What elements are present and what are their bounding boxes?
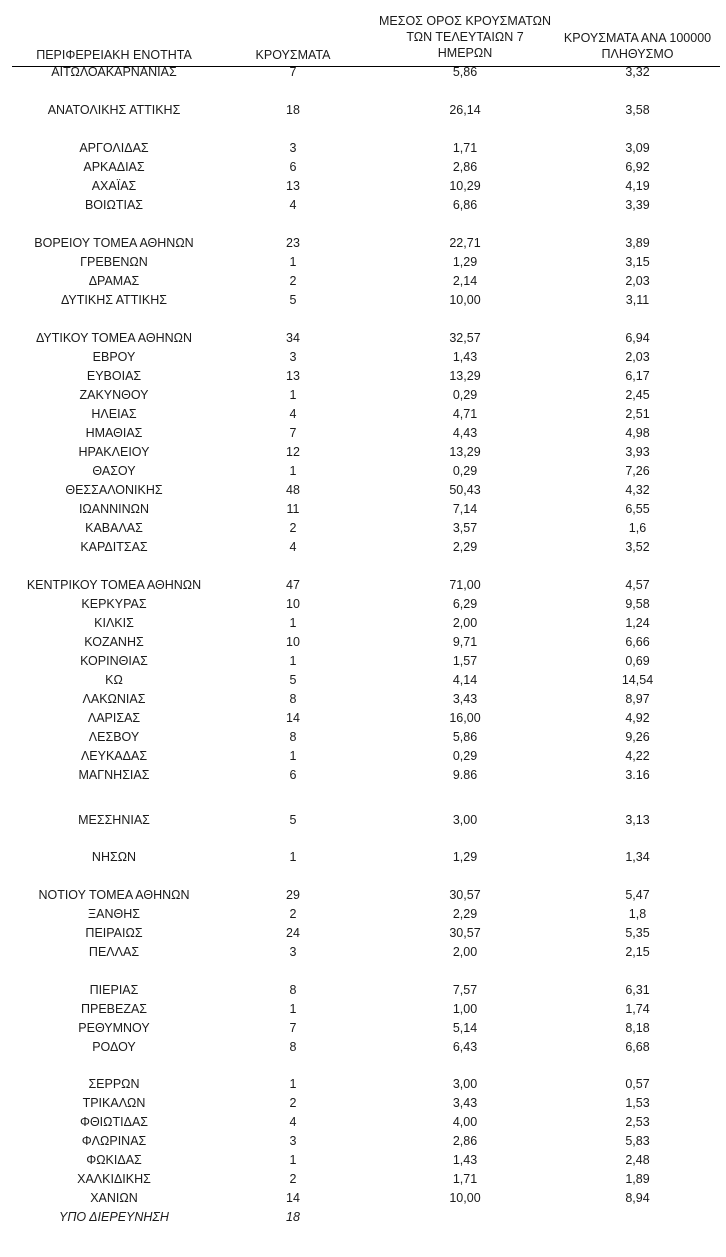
cases-cell: 4 — [289, 407, 297, 421]
average-cell: 2,29 — [452, 540, 478, 554]
region-cell: ΒΟΙΩΤΙΑΣ — [84, 198, 144, 212]
cases-cell: 4 — [289, 540, 297, 554]
cases-cell: 1 — [289, 749, 297, 763]
header-per100k-line2: ΠΛΗΘΥΣΜΟ — [601, 47, 674, 61]
table-row — [0, 811, 726, 830]
region-cell: ΠΙΕΡΙΑΣ — [89, 983, 139, 997]
region-cell: ΚΑΡΔΙΤΣΑΣ — [80, 540, 148, 554]
per100k-cell: 3,93 — [625, 445, 650, 459]
table-row — [0, 652, 726, 671]
region-cell: ΑΧΑΪΑΣ — [91, 179, 137, 193]
average-cell: 2,00 — [452, 616, 478, 630]
table-row — [0, 1019, 726, 1038]
region-cell: ΖΑΚΥΝΘΟΥ — [79, 388, 149, 402]
per100k-cell: 0,57 — [625, 1077, 650, 1091]
per100k-cell: 1,24 — [625, 616, 650, 630]
per100k-cell: 5,35 — [625, 926, 650, 940]
average-cell: 1,57 — [452, 654, 478, 668]
region-cell: ΕΥΒΟΙΑΣ — [86, 369, 142, 383]
average-cell: 4,43 — [452, 426, 478, 440]
region-cell: ΞΑΝΘΗΣ — [88, 907, 140, 921]
region-cell: ΧΑΛΚΙΔΙΚΗΣ — [77, 1172, 151, 1186]
table-row — [0, 709, 726, 728]
per100k-cell: 2,51 — [625, 407, 650, 421]
per100k-cell: 3,89 — [625, 236, 650, 250]
average-cell: 10,00 — [449, 1191, 481, 1205]
cases-cell: 14 — [286, 1191, 300, 1205]
average-cell: 26,14 — [449, 103, 481, 117]
table-row — [0, 1075, 726, 1094]
average-cell: 71,00 — [449, 578, 481, 592]
average-cell: 16,00 — [449, 711, 481, 725]
table-row — [0, 234, 726, 253]
table-row — [0, 462, 726, 481]
table-row — [0, 177, 726, 196]
average-cell: 3,43 — [452, 1096, 478, 1110]
per100k-cell: 9,58 — [625, 597, 650, 611]
cases-cell: 12 — [286, 445, 300, 459]
per100k-cell: 3,13 — [625, 813, 650, 827]
table-row — [0, 614, 726, 633]
average-cell: 50,43 — [449, 483, 481, 497]
table-row — [0, 443, 726, 462]
average-cell: 3,00 — [452, 1077, 478, 1091]
average-cell: 4,71 — [452, 407, 478, 421]
region-cell: ΛΕΥΚΑΔΑΣ — [80, 749, 148, 763]
per100k-cell: 3,11 — [625, 293, 650, 307]
per100k-cell: 4,19 — [625, 179, 650, 193]
table-row — [0, 367, 726, 386]
cases-cell: 1 — [289, 1153, 297, 1167]
cases-cell: 29 — [286, 888, 300, 902]
table-row — [0, 728, 726, 747]
region-cell: ΛΕΣΒΟΥ — [88, 730, 140, 744]
cases-cell: 3 — [289, 350, 297, 364]
header-per100k-line1: ΚΡΟΥΣΜΑΤΑ ΑΝΑ 100000 — [563, 31, 712, 45]
cases-cell: 10 — [286, 597, 300, 611]
table-row — [0, 1132, 726, 1151]
average-cell: 4,14 — [452, 673, 478, 687]
average-cell: 0,29 — [452, 749, 478, 763]
average-cell: 22,71 — [449, 236, 481, 250]
table-row — [0, 633, 726, 652]
region-cell: ΑΡΚΑΔΙΑΣ — [83, 160, 145, 174]
header-cases-label: ΚΡΟΥΣΜΑΤΑ — [255, 48, 331, 62]
cases-cell: 1 — [289, 850, 297, 864]
per100k-cell: 6,94 — [625, 331, 650, 345]
table-row — [0, 943, 726, 962]
average-cell: 4,00 — [452, 1115, 478, 1129]
per100k-cell: 3,09 — [625, 141, 650, 155]
region-cell: ΚΟΡΙΝΘΙΑΣ — [80, 654, 148, 668]
region-cell: ΗΡΑΚΛΕΙΟΥ — [78, 445, 150, 459]
table-row — [0, 671, 726, 690]
cases-cell: 2 — [289, 1172, 297, 1186]
region-cell: ΡΕΘΥΜΝΟΥ — [78, 1021, 150, 1035]
region-cell: ΘΑΣΟΥ — [92, 464, 136, 478]
region-cell: ΔΡΑΜΑΣ — [88, 274, 140, 288]
average-cell: 5,14 — [452, 1021, 478, 1035]
cases-cell: 4 — [289, 198, 297, 212]
per100k-cell: 0,69 — [625, 654, 650, 668]
average-cell: 13,29 — [449, 445, 481, 459]
average-cell: 1,00 — [452, 1002, 478, 1016]
per100k-cell: 6,31 — [625, 983, 650, 997]
cases-cell: 48 — [286, 483, 300, 497]
cases-cell: 13 — [286, 179, 300, 193]
per100k-cell: 3,52 — [625, 540, 650, 554]
region-cell: ΠΡΕΒΕΖΑΣ — [80, 1002, 148, 1016]
cases-cell: 1 — [289, 654, 297, 668]
table-row — [0, 766, 726, 785]
table-row — [0, 519, 726, 538]
per100k-cell: 4,57 — [625, 578, 650, 592]
per100k-cell: 1,74 — [625, 1002, 650, 1016]
region-cell: ΚΕΝΤΡΙΚΟΥ ΤΟΜΕΑ ΑΘΗΝΩΝ — [26, 578, 202, 592]
average-cell: 30,57 — [449, 926, 481, 940]
cases-cell: 1 — [289, 255, 297, 269]
table-row — [0, 158, 726, 177]
region-cell: ΝΗΣΩΝ — [91, 850, 137, 864]
header-average-line3: ΗΜΕΡΩΝ — [437, 46, 493, 60]
region-cell: ΦΘΙΩΤΙΔΑΣ — [79, 1115, 149, 1129]
cases-cell: 1 — [289, 388, 297, 402]
table-row — [0, 981, 726, 1000]
average-cell: 9,71 — [452, 635, 478, 649]
average-cell: 5,86 — [452, 65, 478, 79]
cases-cell: 47 — [286, 578, 300, 592]
table-row — [0, 595, 726, 614]
cases-cell: 24 — [286, 926, 300, 940]
per100k-cell: 3,39 — [625, 198, 650, 212]
region-cell: ΠΕΙΡΑΙΩΣ — [85, 926, 143, 940]
table-row — [0, 500, 726, 519]
region-cell: ΙΩΑΝΝΙΝΩΝ — [78, 502, 150, 516]
average-cell: 2,00 — [452, 945, 478, 959]
cases-cell: 11 — [286, 502, 300, 516]
average-cell: 1,29 — [452, 850, 478, 864]
table-row — [0, 348, 726, 367]
table-row — [0, 1151, 726, 1170]
table-row — [0, 424, 726, 443]
cases-cell: 10 — [286, 635, 300, 649]
table-row — [0, 576, 726, 595]
cases-cell: 5 — [289, 673, 297, 687]
per100k-cell: 1,8 — [628, 907, 647, 921]
average-cell: 5,86 — [452, 730, 478, 744]
table-row — [0, 1208, 726, 1227]
cases-cell: 1 — [289, 464, 297, 478]
cases-cell: 14 — [286, 711, 300, 725]
per100k-cell: 3.16 — [625, 768, 650, 782]
table-row — [0, 1170, 726, 1189]
cases-cell: 7 — [289, 1021, 297, 1035]
cases-cell: 3 — [289, 1134, 297, 1148]
per100k-cell: 1,89 — [625, 1172, 650, 1186]
region-cell: ΗΛΕΙΑΣ — [91, 407, 137, 421]
average-cell: 1,29 — [452, 255, 478, 269]
per100k-cell: 3,58 — [625, 103, 650, 117]
table-row — [0, 253, 726, 272]
region-cell: ΠΕΛΛΑΣ — [88, 945, 140, 959]
cases-cell: 2 — [289, 521, 297, 535]
per100k-cell: 1,34 — [625, 850, 650, 864]
cases-cell: 5 — [289, 293, 297, 307]
region-cell: ΚΕΡΚΥΡΑΣ — [81, 597, 147, 611]
per100k-cell: 5,47 — [625, 888, 650, 902]
table-row — [0, 272, 726, 291]
cases-cell: 1 — [289, 616, 297, 630]
per100k-cell: 6,68 — [625, 1040, 650, 1054]
average-cell: 3,00 — [452, 813, 478, 827]
per100k-cell: 7,26 — [625, 464, 650, 478]
region-cell: ΜΑΓΝΗΣΙΑΣ — [78, 768, 150, 782]
cases-cell: 8 — [289, 1040, 297, 1054]
average-cell: 1,43 — [452, 1153, 478, 1167]
per100k-cell: 4,92 — [625, 711, 650, 725]
average-cell: 1,71 — [452, 1172, 478, 1186]
region-cell: ΜΕΣΣΗΝΙΑΣ — [78, 813, 150, 827]
region-cell: ΚΙΛΚΙΣ — [94, 616, 134, 630]
table-row — [0, 196, 726, 215]
per100k-cell: 4,98 — [625, 426, 650, 440]
region-cell: ΑΙΤΩΛΟΑΚΑΡΝΑΝΙΑΣ — [51, 65, 177, 79]
per100k-cell: 2,15 — [625, 945, 650, 959]
region-cell: ΓΡΕΒΕΝΩΝ — [80, 255, 148, 269]
cases-cell: 8 — [289, 692, 297, 706]
header-average-line2: ΤΩΝ ΤΕΛΕΥΤΑΙΩΝ 7 — [406, 30, 524, 44]
per100k-cell: 14,54 — [621, 673, 654, 687]
cases-cell: 4 — [289, 1115, 297, 1129]
region-cell: ΝΟΤΙΟΥ ΤΟΜΕΑ ΑΘΗΝΩΝ — [38, 888, 190, 902]
average-cell: 6,43 — [452, 1040, 478, 1054]
cases-cell: 1 — [289, 1002, 297, 1016]
header-cases — [248, 47, 338, 63]
average-cell: 3,43 — [452, 692, 478, 706]
region-cell: ΚΟΖΑΝΗΣ — [84, 635, 144, 649]
average-cell: 7,57 — [452, 983, 478, 997]
header-average-line1: ΜΕΣΟΣ ΟΡΟΣ ΚΡΟΥΣΜΑΤΩΝ — [378, 14, 552, 28]
cases-cell: 5 — [289, 813, 297, 827]
region-cell: ΡΟΔΟΥ — [92, 1040, 136, 1054]
cases-cell: 13 — [286, 369, 300, 383]
region-cell: ΘΕΣΣΑΛΟΝΙΚΗΣ — [65, 483, 163, 497]
average-cell: 2,86 — [452, 1134, 478, 1148]
cases-cell: 7 — [289, 426, 297, 440]
per100k-cell: 6,17 — [625, 369, 650, 383]
table-row — [0, 886, 726, 905]
average-cell: 30,57 — [449, 888, 481, 902]
table-row — [0, 291, 726, 310]
region-cell: ΛΑΡΙΣΑΣ — [87, 711, 141, 725]
cases-cell: 7 — [289, 65, 297, 79]
header-region — [0, 47, 228, 63]
region-cell: ΔΥΤΙΚΗΣ ΑΤΤΙΚΗΣ — [61, 293, 167, 307]
per100k-cell: 6,55 — [625, 502, 650, 516]
table-row — [0, 538, 726, 557]
cases-cell: 2 — [289, 907, 297, 921]
cases-cell: 2 — [289, 274, 297, 288]
average-cell: 7,14 — [452, 502, 478, 516]
per100k-cell: 2,03 — [625, 274, 650, 288]
cases-cell: 3 — [289, 945, 297, 959]
per100k-cell: 1,6 — [628, 521, 647, 535]
header-per100k — [545, 30, 726, 62]
average-cell: 32,57 — [449, 331, 481, 345]
region-cell: ΣΕΡΡΩΝ — [88, 1077, 140, 1091]
per100k-cell: 2,53 — [625, 1115, 650, 1129]
per100k-cell: 8,18 — [625, 1021, 650, 1035]
table-row — [0, 63, 726, 82]
average-cell: 13,29 — [449, 369, 481, 383]
region-cell: ΧΑΝΙΩΝ — [90, 1191, 138, 1205]
per100k-cell: 3,32 — [625, 65, 650, 79]
cases-cell: 18 — [286, 1210, 300, 1224]
table-row — [0, 386, 726, 405]
table-row — [0, 747, 726, 766]
region-cell: ΗΜΑΘΙΑΣ — [85, 426, 143, 440]
average-cell: 9.86 — [452, 768, 478, 782]
average-cell: 2,86 — [452, 160, 478, 174]
average-cell: 3,57 — [452, 521, 478, 535]
cases-cell: 8 — [289, 730, 297, 744]
per100k-cell: 1,53 — [625, 1096, 650, 1110]
table-row — [0, 1094, 726, 1113]
table-row — [0, 905, 726, 924]
cases-cell: 3 — [289, 141, 297, 155]
table-row — [0, 101, 726, 120]
table-row — [0, 139, 726, 158]
region-cell: ΛΑΚΩΝΙΑΣ — [82, 692, 146, 706]
per100k-cell: 6,92 — [625, 160, 650, 174]
average-cell: 2,14 — [452, 274, 478, 288]
region-cell: ΑΡΓΟΛΙΔΑΣ — [79, 141, 149, 155]
region-cell: ΑΝΑΤΟΛΙΚΗΣ ΑΤΤΙΚΗΣ — [47, 103, 181, 117]
per100k-cell: 4,32 — [625, 483, 650, 497]
region-cell: ΚΑΒΑΛΑΣ — [85, 521, 143, 535]
region-cell: ΔΥΤΙΚΟΥ ΤΟΜΕΑ ΑΘΗΝΩΝ — [35, 331, 193, 345]
region-cell: ΒΟΡΕΙΟΥ ΤΟΜΕΑ ΑΘΗΝΩΝ — [34, 236, 194, 250]
table-row — [0, 924, 726, 943]
table-row — [0, 1000, 726, 1019]
table-row — [0, 405, 726, 424]
average-cell: 6,86 — [452, 198, 478, 212]
cases-cell: 6 — [289, 160, 297, 174]
cases-cell: 8 — [289, 983, 297, 997]
table-row — [0, 690, 726, 709]
per100k-cell: 2,45 — [625, 388, 650, 402]
header-average — [370, 13, 560, 61]
header-region-label: ΠΕΡΙΦΕΡΕΙΑΚΗ ΕΝΟΤΗΤΑ — [36, 48, 192, 62]
table-row — [0, 481, 726, 500]
cases-cell: 1 — [289, 1077, 297, 1091]
per100k-cell: 2,03 — [625, 350, 650, 364]
region-cell: ΕΒΡΟΥ — [92, 350, 136, 364]
per100k-cell: 2,48 — [625, 1153, 650, 1167]
table-row — [0, 1113, 726, 1132]
region-cell: ΥΠΟ ΔΙΕΡΕΥΝΗΣΗ — [59, 1210, 169, 1224]
average-cell: 0,29 — [452, 464, 478, 478]
average-cell: 6,29 — [452, 597, 478, 611]
average-cell: 0,29 — [452, 388, 478, 402]
per100k-cell: 3,15 — [625, 255, 650, 269]
average-cell: 10,29 — [449, 179, 481, 193]
cases-cell: 18 — [286, 103, 300, 117]
cases-cell: 6 — [289, 768, 297, 782]
table-row — [0, 848, 726, 867]
per100k-cell: 8,97 — [625, 692, 650, 706]
per100k-cell: 4,22 — [625, 749, 650, 763]
cases-cell: 23 — [286, 236, 300, 250]
region-cell: ΤΡΙΚΑΛΩΝ — [82, 1096, 146, 1110]
per100k-cell: 5,83 — [625, 1134, 650, 1148]
region-cell: ΚΩ — [105, 673, 123, 687]
table-row — [0, 1189, 726, 1208]
table-row — [0, 1038, 726, 1057]
per100k-cell: 8,94 — [625, 1191, 650, 1205]
region-cell: ΦΛΩΡΙΝΑΣ — [81, 1134, 147, 1148]
cases-cell: 34 — [286, 331, 300, 345]
cases-cell: 2 — [289, 1096, 297, 1110]
average-cell: 1,71 — [452, 141, 478, 155]
per100k-cell: 9,26 — [625, 730, 650, 744]
table-row — [0, 329, 726, 348]
average-cell: 1,43 — [452, 350, 478, 364]
average-cell: 2,29 — [452, 907, 478, 921]
region-cell: ΦΩΚΙΔΑΣ — [86, 1153, 142, 1167]
per100k-cell: 6,66 — [625, 635, 650, 649]
average-cell: 10,00 — [449, 293, 481, 307]
